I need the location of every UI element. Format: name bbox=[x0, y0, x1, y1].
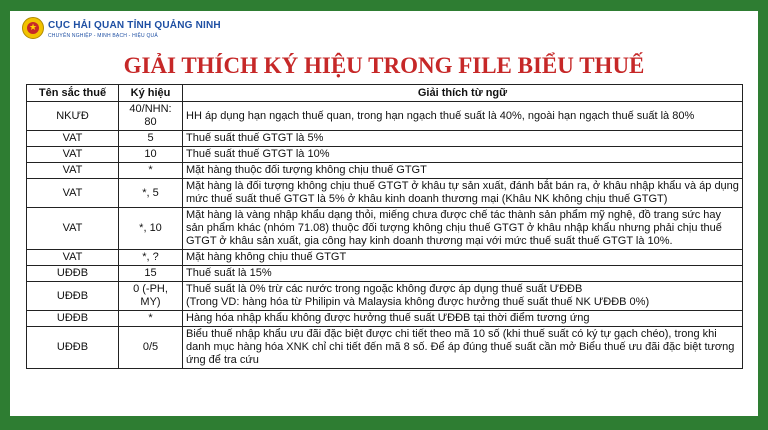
explanation-cell: Hàng hóa nhập khẩu không được hưởng thuế suất ƯĐĐB tại thời điểm tương ứng bbox=[183, 311, 743, 327]
org-name: CỤC HẢI QUAN TỈNH QUẢNG NINH bbox=[48, 20, 221, 31]
symbol-cell: *, ? bbox=[119, 250, 183, 266]
explanation-cell: Thuế suất thuế GTGT là 10% bbox=[183, 147, 743, 163]
table-row bbox=[27, 163, 743, 179]
symbol-cell: 10 bbox=[119, 147, 183, 163]
tax-cell: UĐĐB bbox=[27, 311, 119, 327]
column-header-tax: Tên sắc thuế bbox=[27, 85, 119, 102]
table-row bbox=[27, 282, 743, 311]
symbol-cell: 5 bbox=[119, 131, 183, 147]
bottom-bar bbox=[10, 416, 758, 419]
explanation-cell: Mặt hàng không chịu thuế GTGT bbox=[183, 250, 743, 266]
symbol-cell: *, 5 bbox=[119, 179, 183, 208]
explanation-cell: Thuế suất thuế GTGT là 5% bbox=[183, 131, 743, 147]
tax-cell: VAT bbox=[27, 147, 119, 163]
page-title: GIẢI THÍCH KÝ HIỆU TRONG FILE BIỂU THUẾ bbox=[123, 53, 645, 78]
explanation-cell bbox=[183, 282, 743, 311]
symbol-cell: 15 bbox=[119, 266, 183, 282]
org-motto: CHUYÊN NGHIỆP - MINH BẠCH - HIỆU QUẢ bbox=[48, 33, 158, 39]
table-row bbox=[27, 179, 743, 208]
tax-cell: VAT bbox=[27, 179, 119, 208]
table-row bbox=[27, 131, 743, 147]
symbol-legend-table bbox=[26, 84, 743, 369]
column-header-explanation: Giải thích từ ngữ bbox=[183, 85, 743, 102]
explanation-cell: Thuế suất là 15% bbox=[183, 266, 743, 282]
symbol-cell: *, 10 bbox=[119, 208, 183, 250]
explanation-line: Thuế suất là 0% trừ các nước trong ngoặc không được áp dụng thuế suất ƯĐĐB bbox=[186, 283, 583, 295]
table-row bbox=[27, 311, 743, 327]
tax-cell: UĐĐB bbox=[27, 282, 119, 311]
symbol-cell: 40/NHN: 80 bbox=[119, 102, 183, 131]
table-row bbox=[27, 147, 743, 163]
symbol-cell: 0/5 bbox=[119, 327, 183, 369]
tax-cell: VAT bbox=[27, 131, 119, 147]
explanation-cell: Biểu thuế nhập khẩu ưu đãi đặc biệt được chi tiết theo mã 10 số (khi thuế suất có ký tự gạch chéo), trong khi danh mục hàng hóa XNK chỉ chi tiết đến mã 8 số. Để áp đúng thuế suất cần mở Biểu thuế ưu đãi đặc biệt tương ứng để tra cứu bbox=[183, 327, 743, 369]
explanation-note: (Trong VD: hàng hóa từ Philipin và Malaysia không được hưởng thuế suất thuế NK ƯĐĐB 0%) bbox=[186, 296, 650, 308]
tax-cell: VAT bbox=[27, 250, 119, 266]
table-row bbox=[27, 266, 743, 282]
slide bbox=[10, 11, 758, 419]
table-header-row bbox=[27, 85, 743, 102]
symbol-cell: * bbox=[119, 163, 183, 179]
table-row bbox=[27, 250, 743, 266]
symbol-cell: * bbox=[119, 311, 183, 327]
tax-cell: UĐĐB bbox=[27, 327, 119, 369]
tax-cell: NKƯĐ bbox=[27, 102, 119, 131]
table-row bbox=[27, 208, 743, 250]
explanation-cell: Mặt hàng là đối tượng không chịu thuế GTGT ở khâu tự sản xuất, đánh bắt bán ra, ở khâu nhập khẩu và áp dụng mức thuế suất thuế GTGT là 5% ở khâu kinh doanh thương mại (Khâu NK không chịu thuế GTGT) bbox=[183, 179, 743, 208]
table-row bbox=[27, 327, 743, 369]
explanation-cell: Mặt hàng thuộc đối tượng không chịu thuế GTGT bbox=[183, 163, 743, 179]
tax-cell: VAT bbox=[27, 208, 119, 250]
explanation-cell: HH áp dụng hạn ngạch thuế quan, trong hạn ngạch thuế suất là 40%, ngoài hạn ngạch thuế suất là 80% bbox=[183, 102, 743, 131]
symbol-cell: 0 (-PH, MY) bbox=[119, 282, 183, 311]
header bbox=[10, 11, 758, 51]
tax-cell: UĐĐB bbox=[27, 266, 119, 282]
customs-emblem-icon: ★ bbox=[22, 17, 44, 39]
column-header-symbol: Ký hiệu bbox=[119, 85, 183, 102]
explanation-cell: Mặt hàng là vàng nhập khẩu dạng thỏi, miếng chưa được chế tác thành sản phẩm mỹ nghệ, đồ trang sức hay sản phẩm khác (nhóm 71.08) thuộc đối tượng không chịu thuế GTGT ở khâu nhập khẩu nhưng phải chịu thuế GTGT ở khâu sản xuất, gia công hay kinh doanh thương mại với mức thuế suất thuế GTGT là 10%. bbox=[183, 208, 743, 250]
table-row bbox=[27, 102, 743, 131]
tax-cell: VAT bbox=[27, 163, 119, 179]
